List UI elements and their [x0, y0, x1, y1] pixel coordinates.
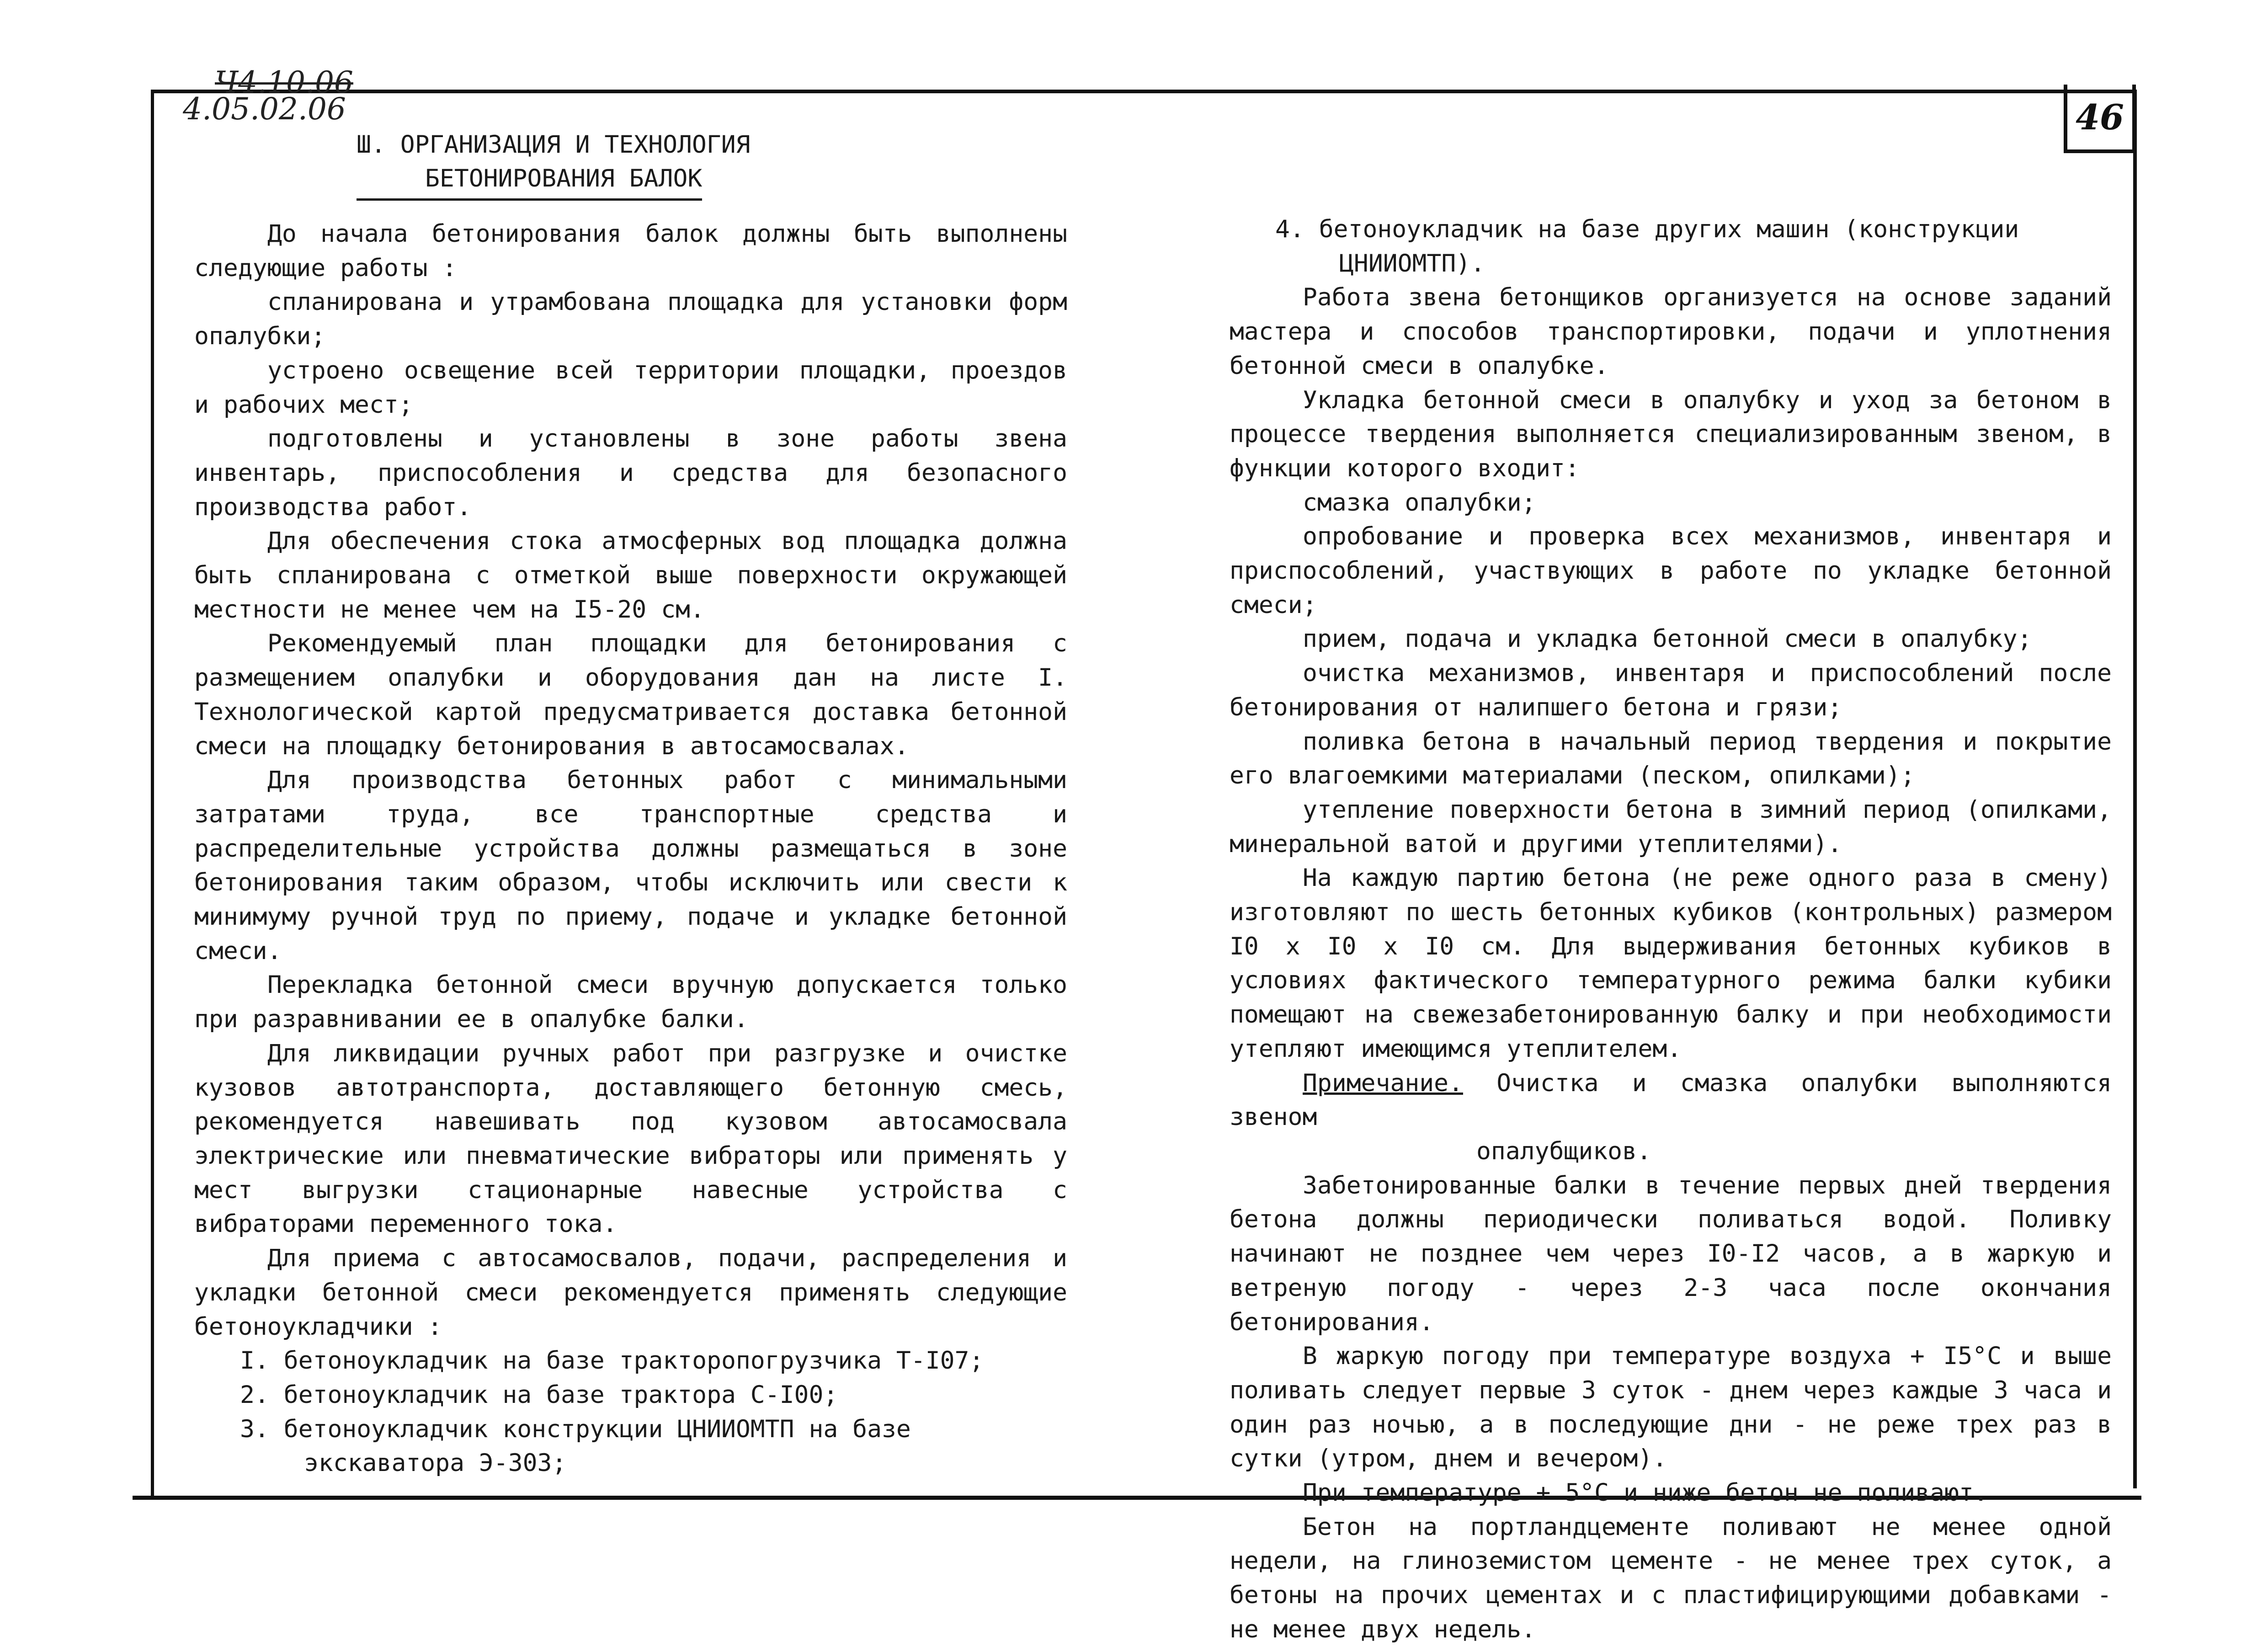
paragraph: На каждую партию бетона (не реже одного раза в смену) изготовляют по шесть бетонных кубиков (контрольных) размером I0 х I0 х I0 см. Для выдерживания бетонных кубиков в условиях фактического температурного режима балки кубики помещают на свежезабетонированную балку и при необходимости утепляют имеющимся утеплителем. [1230, 864, 2112, 1063]
paragraph: очистка механизмов, инвентаря и приспособлений после бетонирования от налипшего бетона и грязи; [1230, 659, 2112, 721]
paragraph: До начала бетонирования балок должны быть выполнены следующие работы : [194, 220, 1067, 282]
paragraph: Рекомендуемый план площадки для бетонирования с размещением опалубки и оборудования дан на листе I. Технологической картой предусматривается доставка бетонной смеси на площадку бетонирования в автосамосвалах. [194, 629, 1067, 760]
frame-right-border [2133, 90, 2137, 1488]
paragraph: прием, подача и укладка бетонной смеси в опалубку; [1303, 625, 2032, 653]
paragraph: опробование и проверка всех механизмов, инвентаря и приспособлений, участвующих в работе по укладке бетонной смеси; [1230, 522, 2112, 619]
right-column [1230, 213, 2112, 1647]
section-title-line1: Ш. ОРГАНИЗАЦИЯ И ТЕХНОЛОГИЯ [357, 131, 751, 159]
paragraph: В жаркую погоду при температуре воздуха + I5°С и выше поливать следует первые 3 суток - днем через каждые 3 часа и один раз ночью, а в последующие дни - не реже трех раз в сутки (утром, днем и вечером). [1230, 1342, 2112, 1473]
paragraph: устроено освещение всей территории площадки, проездов и рабочих мест; [194, 356, 1067, 419]
frame-top-border [151, 90, 2137, 93]
list-item: 2. бетоноукладчик на базе трактора С-I00; [240, 1380, 838, 1409]
paragraph: смазка опалубки; [1303, 488, 1536, 517]
paragraph: подготовлены и установлены в зоне работы звена инвентарь, приспособления и средства для безопасного производства работ. [194, 425, 1067, 521]
paragraph: При температуре + 5°С и ниже бетон не поливают. [1303, 1479, 1988, 1507]
note-text: Очистка и смазка опалубки выполняются звеном [1230, 1069, 2112, 1131]
handwritten-struck-code: Ч4.10.06 [215, 65, 353, 100]
paragraph: Для ликвидации ручных работ при разгрузке и очистке кузовов автотранспорта, доставляющего бетонную смесь, рекомендуется навешивать под кузовом автосамосвала электрические или пневматические вибраторы или применять у мест выгрузки стационарные навесные устройства с вибраторами переменного тока. [194, 1039, 1067, 1238]
paragraph: Работа звена бетонщиков организуется на основе заданий мастера и способов транспортировки, подачи и уплотнения бетонной смеси в опалубке. [1230, 283, 2112, 380]
page-number-box [2064, 85, 2136, 153]
list-item: 4. бетоноукладчик на базе других машин (конструкции ЦНИИОМТП). [1275, 215, 2019, 277]
note-continuation: опалубщиков. [1476, 1137, 1651, 1165]
left-column [194, 217, 1067, 1481]
section-title-line2: БЕТОНИРОВАНИЯ БАЛОК [357, 162, 702, 201]
paragraph: Бетон на портландцементе поливают не менее одной недели, на глиноземистом цементе - не менее трех суток, а бетоны на прочих цементах и с пластифицирующими добавками - не менее двух недель. [1230, 1513, 2112, 1643]
note-label: Примечание. [1303, 1069, 1463, 1097]
handwritten-document-code: 4.05.02.06 [183, 91, 346, 127]
note [1230, 1066, 2112, 1135]
paragraph: Укладка бетонной смеси в опалубку и уход за бетоном в процессе твердения выполняется специализированным звеном, в функции которого входит: [1230, 386, 2112, 482]
frame-left-border [151, 90, 154, 1498]
paragraph: Для обеспечения стока атмосферных вод площадка должна быть спланирована с отметкой выше поверхности окружающей местности не менее чем на I5-20 см. [194, 527, 1067, 624]
page-number: 46 [2076, 96, 2124, 138]
paragraph: Перекладка бетонной смеси вручную допускается только при разравнивании ее в опалубке балки. [194, 971, 1067, 1034]
list-item: I. бетоноукладчик на базе тракторопогрузчика Т-I07; [240, 1347, 984, 1375]
list-item: 3. бетоноукладчик конструкции ЦНИИОМТП на базе экскаватора Э-303; [240, 1415, 911, 1477]
paragraph: Для приема с автосамосвалов, подачи, распределения и укладки бетонной смеси рекомендуется применять следующие бетоноукладчики : [194, 1244, 1067, 1341]
paragraph: Для производства бетонных работ с минимальными затратами труда, все транспортные средства и распределительные устройства должны размещаться в зоне бетонирования таким образом, чтобы исключить или свести к минимуму ручной труд по приему, подаче и укладке бетонной смеси. [194, 766, 1067, 965]
section-heading [357, 128, 814, 201]
paragraph: поливка бетона в начальный период твердения и покрытие его влагоемкими материалами (песком, опилками); [1230, 727, 2112, 790]
paragraph: спланирована и утрамбована площадка для установки форм опалубки; [194, 288, 1067, 351]
paragraph: Забетонированные балки в течение первых дней твердения бетона должны периодически поливаться водой. Поливку начинают не позднее чем через I0-I2 часов, а в жаркую и ветреную погоду - через 2-3 часа после окончания бетонирования. [1230, 1171, 2112, 1336]
paragraph: утепление поверхности бетона в зимний период (опилками, минеральной ватой и другими утеплителями). [1230, 795, 2112, 858]
